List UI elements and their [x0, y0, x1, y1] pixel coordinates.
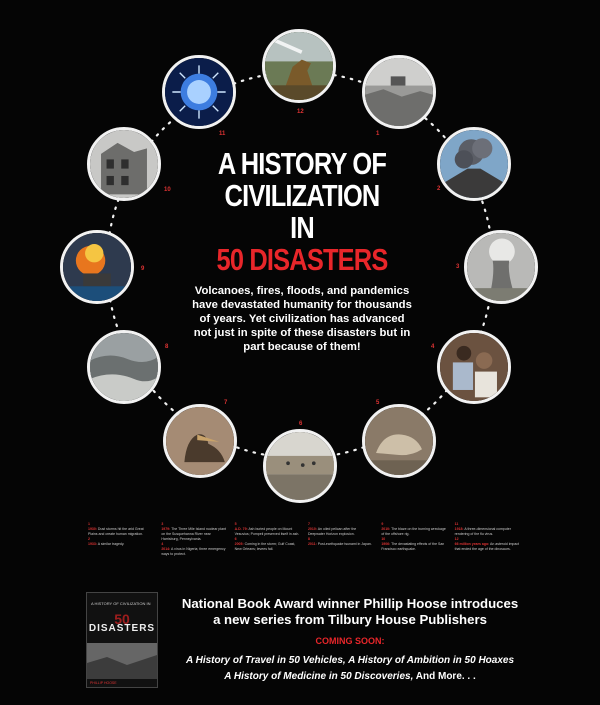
timeline-entry: 1930: Dust storms hit the arid Great Plains and create human migration. — [88, 527, 144, 536]
oiled-pelican-icon — [166, 407, 234, 475]
ruins-icon — [365, 58, 433, 126]
photo-damaged-building — [87, 127, 161, 201]
photo-ruins — [362, 55, 436, 129]
book-cover-author: PHILLIP HOOSE — [90, 681, 117, 685]
timeline-number: 11 — [454, 522, 459, 526]
photo-virus — [162, 55, 236, 129]
book-cover-photo-icon — [87, 643, 157, 679]
tsunami-icon — [90, 333, 158, 401]
photo-volcano — [437, 127, 511, 201]
flood-icon — [266, 432, 334, 500]
timeline-entry: 66 million years ago: An asteroid impact that ended the age of the dinosaurs. — [454, 542, 520, 551]
timeline-entry: 2010: An oiled pelican after the Deepwater Horizon explosion. — [307, 527, 357, 536]
photo-nuclear-plant — [464, 230, 538, 304]
book-cover-number: 50 — [114, 611, 130, 627]
timeline-column — [377, 522, 450, 588]
timeline-column — [304, 522, 377, 588]
photo-number: 2 — [437, 186, 441, 192]
timeline-number: 10 — [381, 537, 386, 541]
promo-line-2: a new series from Tilbury House Publishers — [213, 612, 487, 627]
timeline-number: 4 — [161, 542, 164, 546]
photo-flood — [263, 429, 337, 503]
timeline-entry: 2010: The blaze on the burning wreckage of the offshore rig. — [381, 527, 446, 536]
promo-text — [160, 596, 540, 628]
timeline-column — [84, 522, 157, 588]
timeline-number: 6 — [234, 537, 237, 541]
timeline-column — [157, 522, 230, 588]
photo-oiled-pelican — [163, 404, 237, 478]
timeline-number: 8 — [307, 537, 310, 541]
photo-number: 7 — [224, 400, 228, 406]
damaged-building-icon — [90, 130, 158, 198]
photo-number: 8 — [165, 344, 169, 350]
timeline-number: 9 — [381, 522, 384, 526]
center-block — [190, 148, 414, 354]
timeline-number: 2 — [88, 537, 90, 541]
volcano-icon — [440, 130, 508, 198]
photo-number: 5 — [376, 400, 380, 406]
timeline — [84, 522, 524, 588]
photo-number: 12 — [297, 109, 304, 115]
fossil-cast-icon — [365, 407, 433, 475]
timeline-entry: 1906: The devastating effects of the San Francisco earthquake. — [381, 542, 445, 551]
timeline-entry: 1979: The Three Mile Island nuclear plant on the Susquehanna River near Harrisburg, Pennsylvania. — [161, 527, 226, 541]
book-cover-title: DISASTERS — [88, 623, 156, 634]
photo-number: 4 — [431, 344, 435, 350]
timeline-number: 12 — [454, 537, 459, 541]
tagline: Volcanoes, fires, floods, and pandemics have devastated humanity for thousands of years. Yet civilization has advanced not just in spite of these disasters but in part because of them! — [192, 285, 412, 353]
promo-line-1: National Book Award winner Phillip Hoose introduces — [181, 596, 519, 611]
timeline-column — [231, 522, 304, 588]
timeline-entry: 2005: Coming in the storm; Gulf Coast, New Orleans; levees fail. — [234, 542, 296, 551]
photo-number: 1 — [376, 131, 380, 137]
timeline-number: 1 — [88, 522, 90, 526]
timeline-number: 7 — [307, 522, 310, 526]
title-line-3: 50 DISASTERS — [216, 242, 388, 277]
photo-number: 11 — [219, 131, 226, 137]
timeline-number: 3 — [161, 522, 164, 526]
timeline-column — [451, 522, 524, 588]
timeline-entry: 2014: A virus in Nigeria; three emergency ways to protect. — [161, 547, 226, 556]
book-cover-small-title: A HISTORY OF CIVILIZATION IN — [91, 601, 151, 606]
photo-oil-rig-fire — [60, 230, 134, 304]
photo-number: 3 — [456, 264, 460, 270]
photo-fossil-cast — [362, 404, 436, 478]
photo-tsunami — [87, 330, 161, 404]
coming-soon-label: COMING SOON: — [315, 636, 385, 646]
photo-number: 10 — [164, 187, 171, 193]
oil-rig-fire-icon — [63, 233, 131, 301]
dinosaur-meteor-icon — [265, 32, 333, 100]
timeline-number: 5 — [234, 522, 237, 526]
series-line-2: A History of Medicine in 50 Discoveries, And More. . . — [224, 671, 476, 682]
title-line-2: CIVILIZATION IN — [224, 178, 380, 245]
timeline-entry: A.D. 79: Ash buried people on Mount Vesuvius; Pompeii preserved itself in ash. — [234, 527, 300, 536]
nuclear-plant-icon — [467, 233, 535, 301]
series-list — [160, 653, 540, 685]
people-icon — [440, 333, 508, 401]
photo-people — [437, 330, 511, 404]
photo-number: 9 — [141, 266, 145, 272]
series-line-1: A History of Travel in 50 Vehicles, A History of Ambition in 50 Hoaxes — [185, 655, 515, 666]
title-line-1: A HISTORY OF — [217, 146, 387, 181]
photo-dinosaur-meteor — [262, 29, 336, 103]
timeline-entry: 1918: A three-dimensional computer rendering of the flu virus. — [454, 527, 511, 536]
timeline-entry: 1933: A similar tragedy. — [88, 542, 125, 546]
virus-icon — [165, 58, 233, 126]
timeline-entry: 2011: Post-earthquake tsunami in Japan. — [307, 542, 372, 546]
photo-number: 6 — [299, 421, 303, 427]
book-cover — [86, 592, 158, 688]
